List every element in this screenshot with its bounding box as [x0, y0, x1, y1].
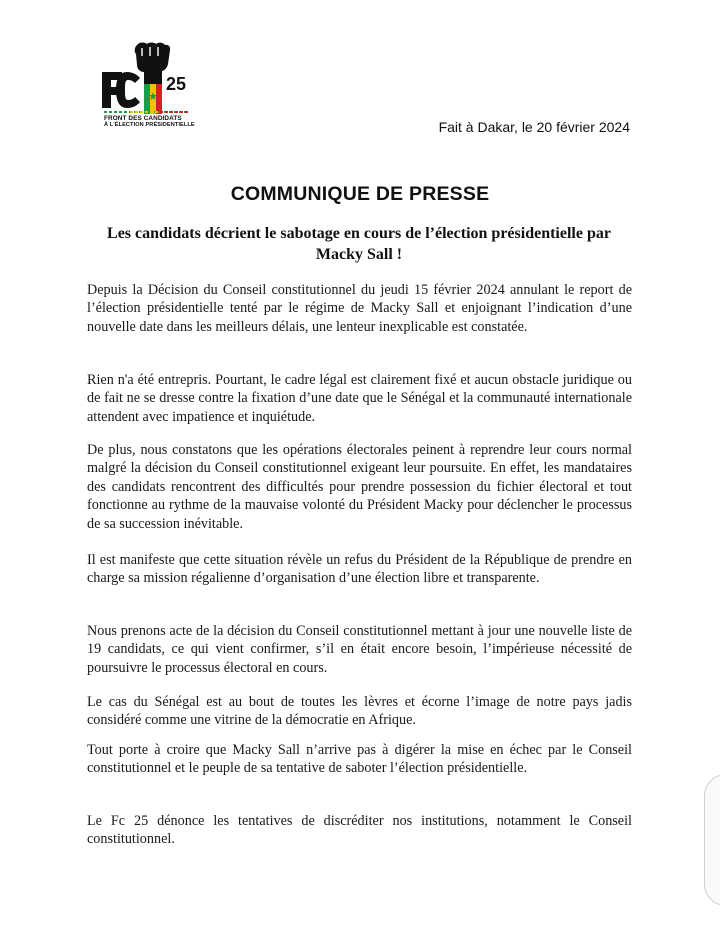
paragraph-1: Depuis la Décision du Conseil constitutionnel du jeudi 15 février 2024 annulant le report de l’élection présidentielle tenté par le régime de Macky Sall et enjoignant l’indication d’une nouvelle date dans les meilleurs délais, une lenteur inexplicable est constatée. [87, 282, 632, 335]
logo-line-2: À L'ÉLECTION PRÉSIDENTIELLE [104, 122, 195, 128]
subtitle: Les candidats décrient le sabotage en cours de l’élection présidentielle par Macky Sall ! [107, 225, 611, 263]
paragraph-7: Tout porte à croire que Macky Sall n’arrive pas à digérer la mise en échec par le Conseil constitutionnel et le peuple de sa tentative de saboter l’élection présidentielle. [87, 742, 632, 777]
paragraph-6: Le cas du Sénégal est au bout de toutes les lèvres et écorne l’image de notre pays jadis considéré comme une vitrine de la démocratie en Afrique. [87, 694, 632, 729]
page-title: COMMUNIQUE DE PRESSE [230, 183, 490, 205]
paragraph-2: Rien n'a été entrepris. Pourtant, le cadre légal est clairement fixé et aucun obstacle juridique ou de fait ne se dresse contre la fixation d’une date que le Sénégal et la communauté internationale attendent avec impatience et inquiétude. [87, 372, 632, 425]
raised-fist-icon [100, 42, 200, 152]
paragraph-3: De plus, nous constatons que les opérations électorales peinent à reprendre leur cours normal malgré la décision du Conseil constitutionnel exigeant leur poursuite. En effet, les mandataires des candidats rencontrent des difficultés pour prendre possession du fichier électoral et tout fonctionne au rythme de la mauvaise volonté du Président Macky pour déclencher le processus de sa succession inévitable. [87, 442, 632, 532]
logo-number: 25 [166, 74, 187, 94]
paragraph-5: Nous prenons acte de la décision du Conseil constitutionnel mettant à jour une nouvelle liste de 19 candidats, ce qui vient confirmer, s’il en était encore besoin, l’impérieuse nécessité de poursuivre le processus électoral en cours. [87, 623, 632, 676]
logo-line-1: FRONT DES CANDIDATS [104, 115, 182, 122]
date-line: Fait à Dakar, le 20 février 2024 [438, 119, 630, 135]
scroll-handle[interactable] [704, 774, 720, 906]
paragraph-8: Le Fc 25 dénonce les tentatives de discréditer nos institutions, notamment le Conseil constitutionnel. [87, 813, 632, 848]
fc25-logo [100, 42, 195, 138]
paragraph-4: Il est manifeste que cette situation révèle un refus du Président de la République de prendre en charge sa mission régalienne d’organisation d’une élection libre et transparente. [87, 552, 632, 587]
